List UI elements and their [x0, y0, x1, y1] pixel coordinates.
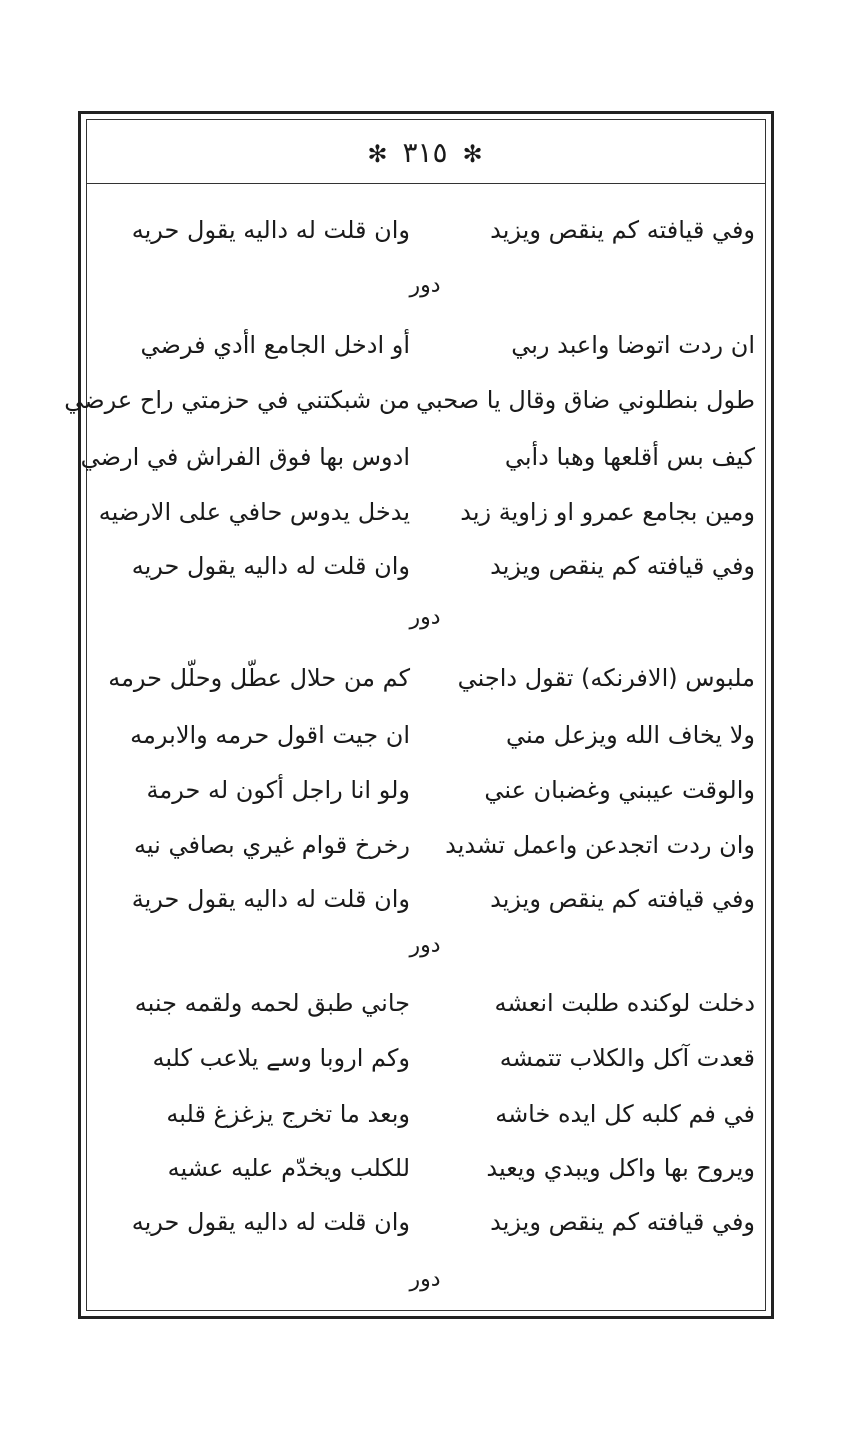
verse-line [100, 978, 755, 1028]
page-number: ٣١٥ [402, 136, 448, 169]
verse-second-hemistich: من شبكتني في حزمتي راح عرضي [64, 386, 410, 414]
verse-first-hemistich: ولا يخاف الله ويزعل مني [505, 721, 755, 749]
ornament-left-icon: ✻ [367, 140, 388, 168]
verse-first-hemistich: وفي قيافته كم ينقص ويزيد [490, 885, 755, 913]
verse-first-hemistich: قعدت آكل والكلاب تتمشه [499, 1044, 755, 1072]
verse-second-hemistich: وبعد ما تخرج يزغزغ قلبه [166, 1100, 410, 1128]
verse-line [100, 205, 755, 255]
verse-second-hemistich: للكلب ويخدّم عليه عشيه [167, 1154, 410, 1182]
verse-line [64, 375, 755, 425]
refrain-label: دور [409, 933, 441, 958]
verse-first-hemistich: ان ردت اتوضا واعبد ربي [511, 331, 755, 359]
verse-line [100, 320, 755, 370]
verse-second-hemistich: كم من حلال عطّل وحلّل حرمه [108, 664, 410, 692]
verse-line [80, 432, 755, 482]
verse-line [100, 820, 755, 870]
refrain-label: دور [409, 273, 441, 298]
verse-first-hemistich: كيف بس أقلعها وهبا دأبي [504, 443, 755, 471]
verse-first-hemistich: وفي قيافته كم ينقص ويزيد [490, 216, 755, 244]
verse-second-hemistich: وان قلت له داليه يقول حريه [131, 1208, 410, 1236]
verse-second-hemistich: وان قلت له داليه يقول حريه [131, 552, 410, 580]
verse-line [100, 653, 755, 703]
verse-second-hemistich: وان قلت له داليه يقول حريه [131, 216, 410, 244]
verse-second-hemistich: ولو انا راجل أكون له حرمة [146, 776, 410, 804]
verse-second-hemistich: ان جيت اقول حرمه والابرمه [130, 721, 410, 749]
verse-first-hemistich: وفي قيافته كم ينقص ويزيد [490, 552, 755, 580]
verse-first-hemistich: طول بنطلوني ضاق وقال يا صحبي [416, 386, 755, 414]
refrain-label: دور [409, 1267, 441, 1292]
verse-line [100, 1143, 755, 1193]
verse-second-hemistich: وان قلت له داليه يقول حرية [131, 885, 410, 913]
verse-line [100, 1033, 755, 1083]
verse-first-hemistich: ويروح بها واكل ويبدي ويعيد [486, 1154, 755, 1182]
verse-second-hemistich: أو ادخل الجامع اأدي فرضي [140, 331, 410, 359]
verse-first-hemistich: والوقت عيبني وغضبان عني [484, 776, 755, 804]
verse-second-hemistich: ادوس بها فوق الفراش في ارضي [80, 443, 410, 471]
verse-line [100, 874, 755, 924]
verse-line [100, 710, 755, 760]
verse-line [100, 1089, 755, 1139]
verse-line [100, 541, 755, 591]
verse-second-hemistich: وكم اروبا وسے يلاعب كلبه [152, 1044, 410, 1072]
page-header [0, 136, 850, 169]
verse-first-hemistich: وفي قيافته كم ينقص ويزيد [490, 1208, 755, 1236]
ornament-right-icon: ✻ [462, 140, 483, 168]
verse-first-hemistich: في فم كلبه كل ايده خاشه [495, 1100, 755, 1128]
verse-first-hemistich: وان ردت اتجدعن واعمل تشديد [445, 831, 755, 859]
verse-second-hemistich: رخرخ قوام غيري بصافي نيه [134, 831, 410, 859]
header-rule [86, 183, 766, 184]
verse-line [100, 487, 755, 537]
verse-second-hemistich: جاني طبق لحمه ولقمه جنبه [134, 989, 410, 1017]
verse-first-hemistich: ومين بجامع عمرو او زاوية زيد [460, 498, 755, 526]
verse-first-hemistich: ملبوس (الافرنكه) تقول داجني [457, 664, 755, 692]
verse-line [100, 1197, 755, 1247]
refrain-label: دور [409, 605, 441, 630]
verse-second-hemistich: يدخل يدوس حافي على الارضيه [98, 498, 410, 526]
verse-first-hemistich: دخلت لوكنده طلبت انعشه [494, 989, 755, 1017]
verse-line [100, 765, 755, 815]
